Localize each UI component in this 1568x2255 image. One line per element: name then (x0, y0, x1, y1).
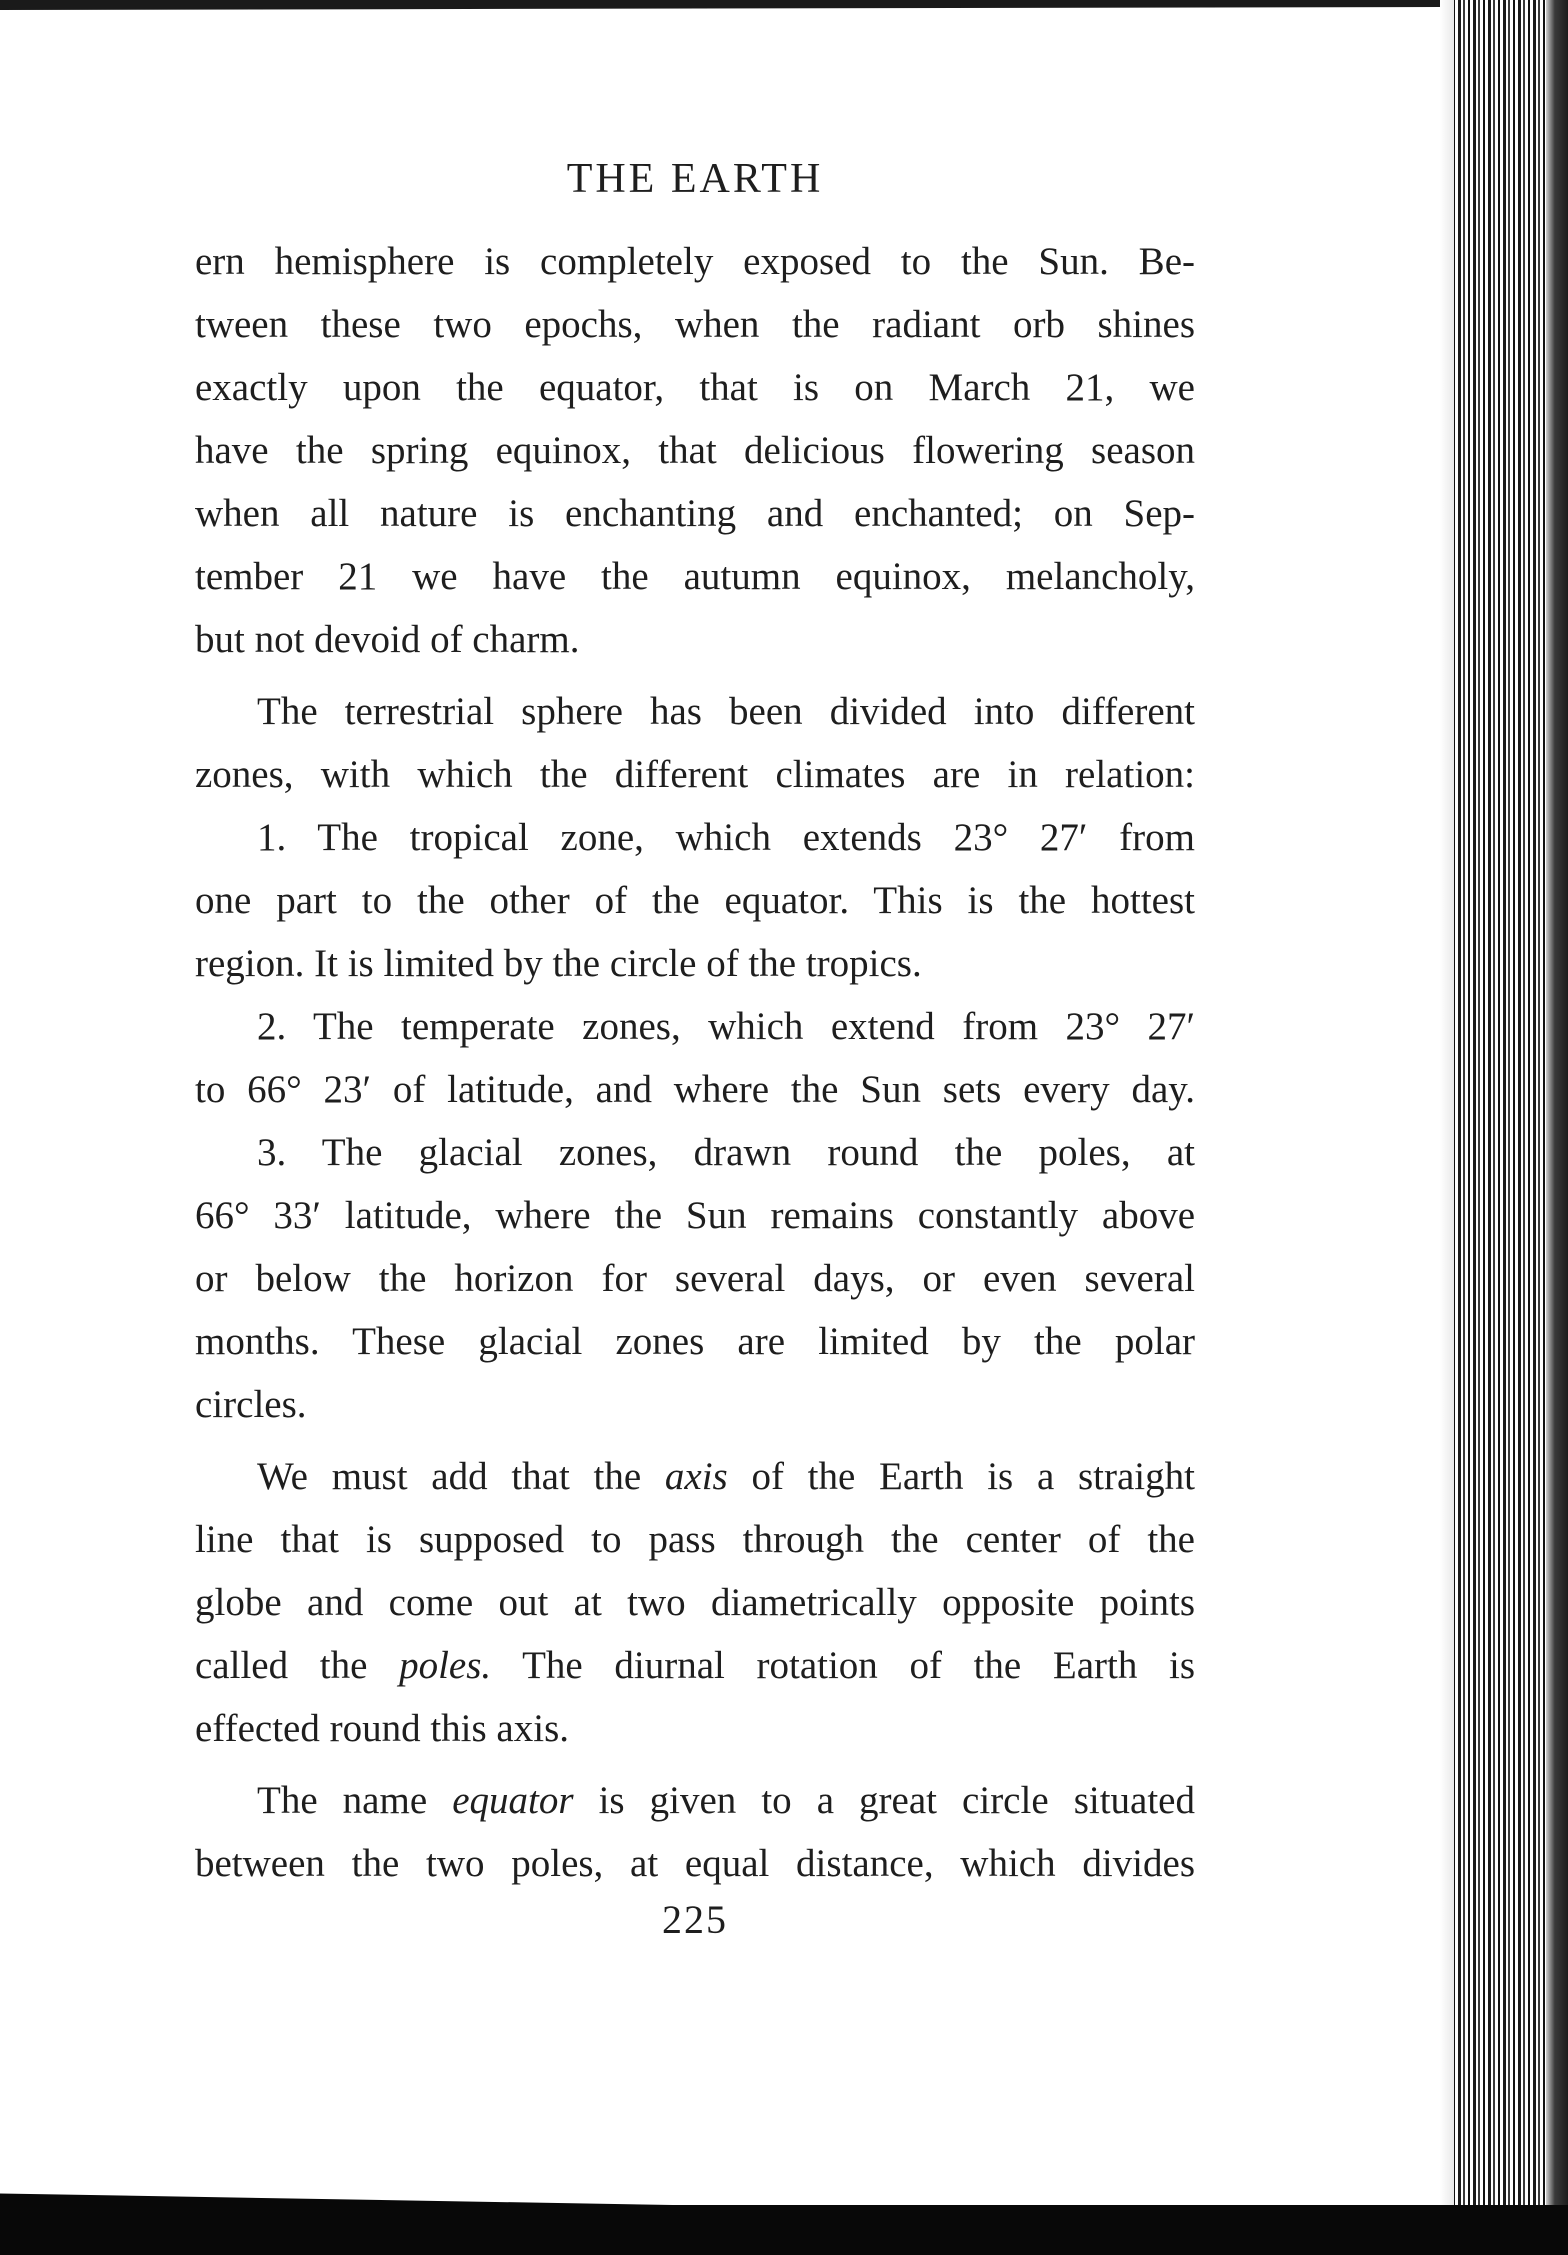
text-line: region. It is limited by the circle of the tropics. (195, 942, 922, 985)
text-line: 2. The temperate zones, which extend from 23° 27′ (257, 1005, 1195, 1048)
text-run: The name (257, 1779, 453, 1822)
text-line: 3. The glacial zones, drawn round the poles, at (257, 1131, 1195, 1174)
paragraph-4 (195, 995, 1195, 1121)
paragraph-6 (195, 1445, 1195, 1760)
text-run: called the (195, 1644, 400, 1687)
text-line: 66° 33′ latitude, where the Sun remains constantly above (195, 1194, 1195, 1237)
text-line: tember 21 we have the autumn equinox, melancholy, (195, 555, 1195, 598)
paragraph-1 (195, 230, 1195, 671)
page-edge-stack (1440, 0, 1568, 2255)
text-run: The diurnal rotation of the Earth is (491, 1644, 1195, 1687)
paragraph-2 (195, 680, 1195, 806)
text-line (195, 1769, 1195, 1832)
text-line: line that is supposed to pass through the center of the (195, 1518, 1195, 1561)
text-line: exactly upon the equator, that is on March 21, we (195, 366, 1195, 409)
paragraph-3 (195, 806, 1195, 995)
text-run: is given to a great circle situated (573, 1779, 1195, 1822)
paragraph-5 (195, 1121, 1195, 1436)
text-run: of the Earth is a straight (727, 1455, 1195, 1498)
text-line: ern hemisphere is completely exposed to the Sun. Be- (195, 240, 1195, 283)
page-number: 225 (662, 1897, 728, 1942)
text-line: globe and come out at two diametrically opposite points (195, 1581, 1195, 1624)
italic-term-equator: equator (452, 1779, 574, 1822)
text-line: The terrestrial sphere has been divided into different (257, 690, 1195, 733)
text-line: 1. The tropical zone, which extends 23° 27′ from (257, 816, 1195, 859)
italic-term-axis: axis (664, 1455, 728, 1498)
text-line: but not devoid of charm. (195, 618, 580, 661)
text-line: effected round this axis. (195, 1707, 570, 1750)
text-line: or below the horizon for several days, or even several (195, 1257, 1195, 1300)
text-line: one part to the other of the equator. This is the hottest (195, 879, 1195, 922)
text-line: when all nature is enchanting and enchanted; on Sep- (195, 492, 1195, 535)
text-line (195, 1634, 1195, 1697)
text-line: months. These glacial zones are limited by the polar (195, 1320, 1195, 1363)
running-head: THE EARTH (566, 156, 824, 202)
text-line (195, 1445, 1195, 1508)
text-line: have the spring equinox, that delicious flowering season (195, 429, 1195, 472)
text-line: circles. (195, 1383, 307, 1426)
text-block (195, 148, 1195, 1895)
text-line: zones, with which the different climates are in relation: (195, 753, 1195, 796)
paragraph-7 (195, 1769, 1195, 1895)
page-top-shadow (0, 0, 1440, 10)
text-run: We must add that the (257, 1455, 665, 1498)
text-line: between the two poles, at equal distance, which divides (195, 1842, 1195, 1885)
italic-term-poles: poles. (399, 1644, 492, 1687)
text-line: to 66° 23′ of latitude, and where the Sun sets every day. (195, 1068, 1195, 1111)
text-line: tween these two epochs, when the radiant orb shines (195, 303, 1195, 346)
bottom-shadow-band (0, 2205, 1568, 2255)
